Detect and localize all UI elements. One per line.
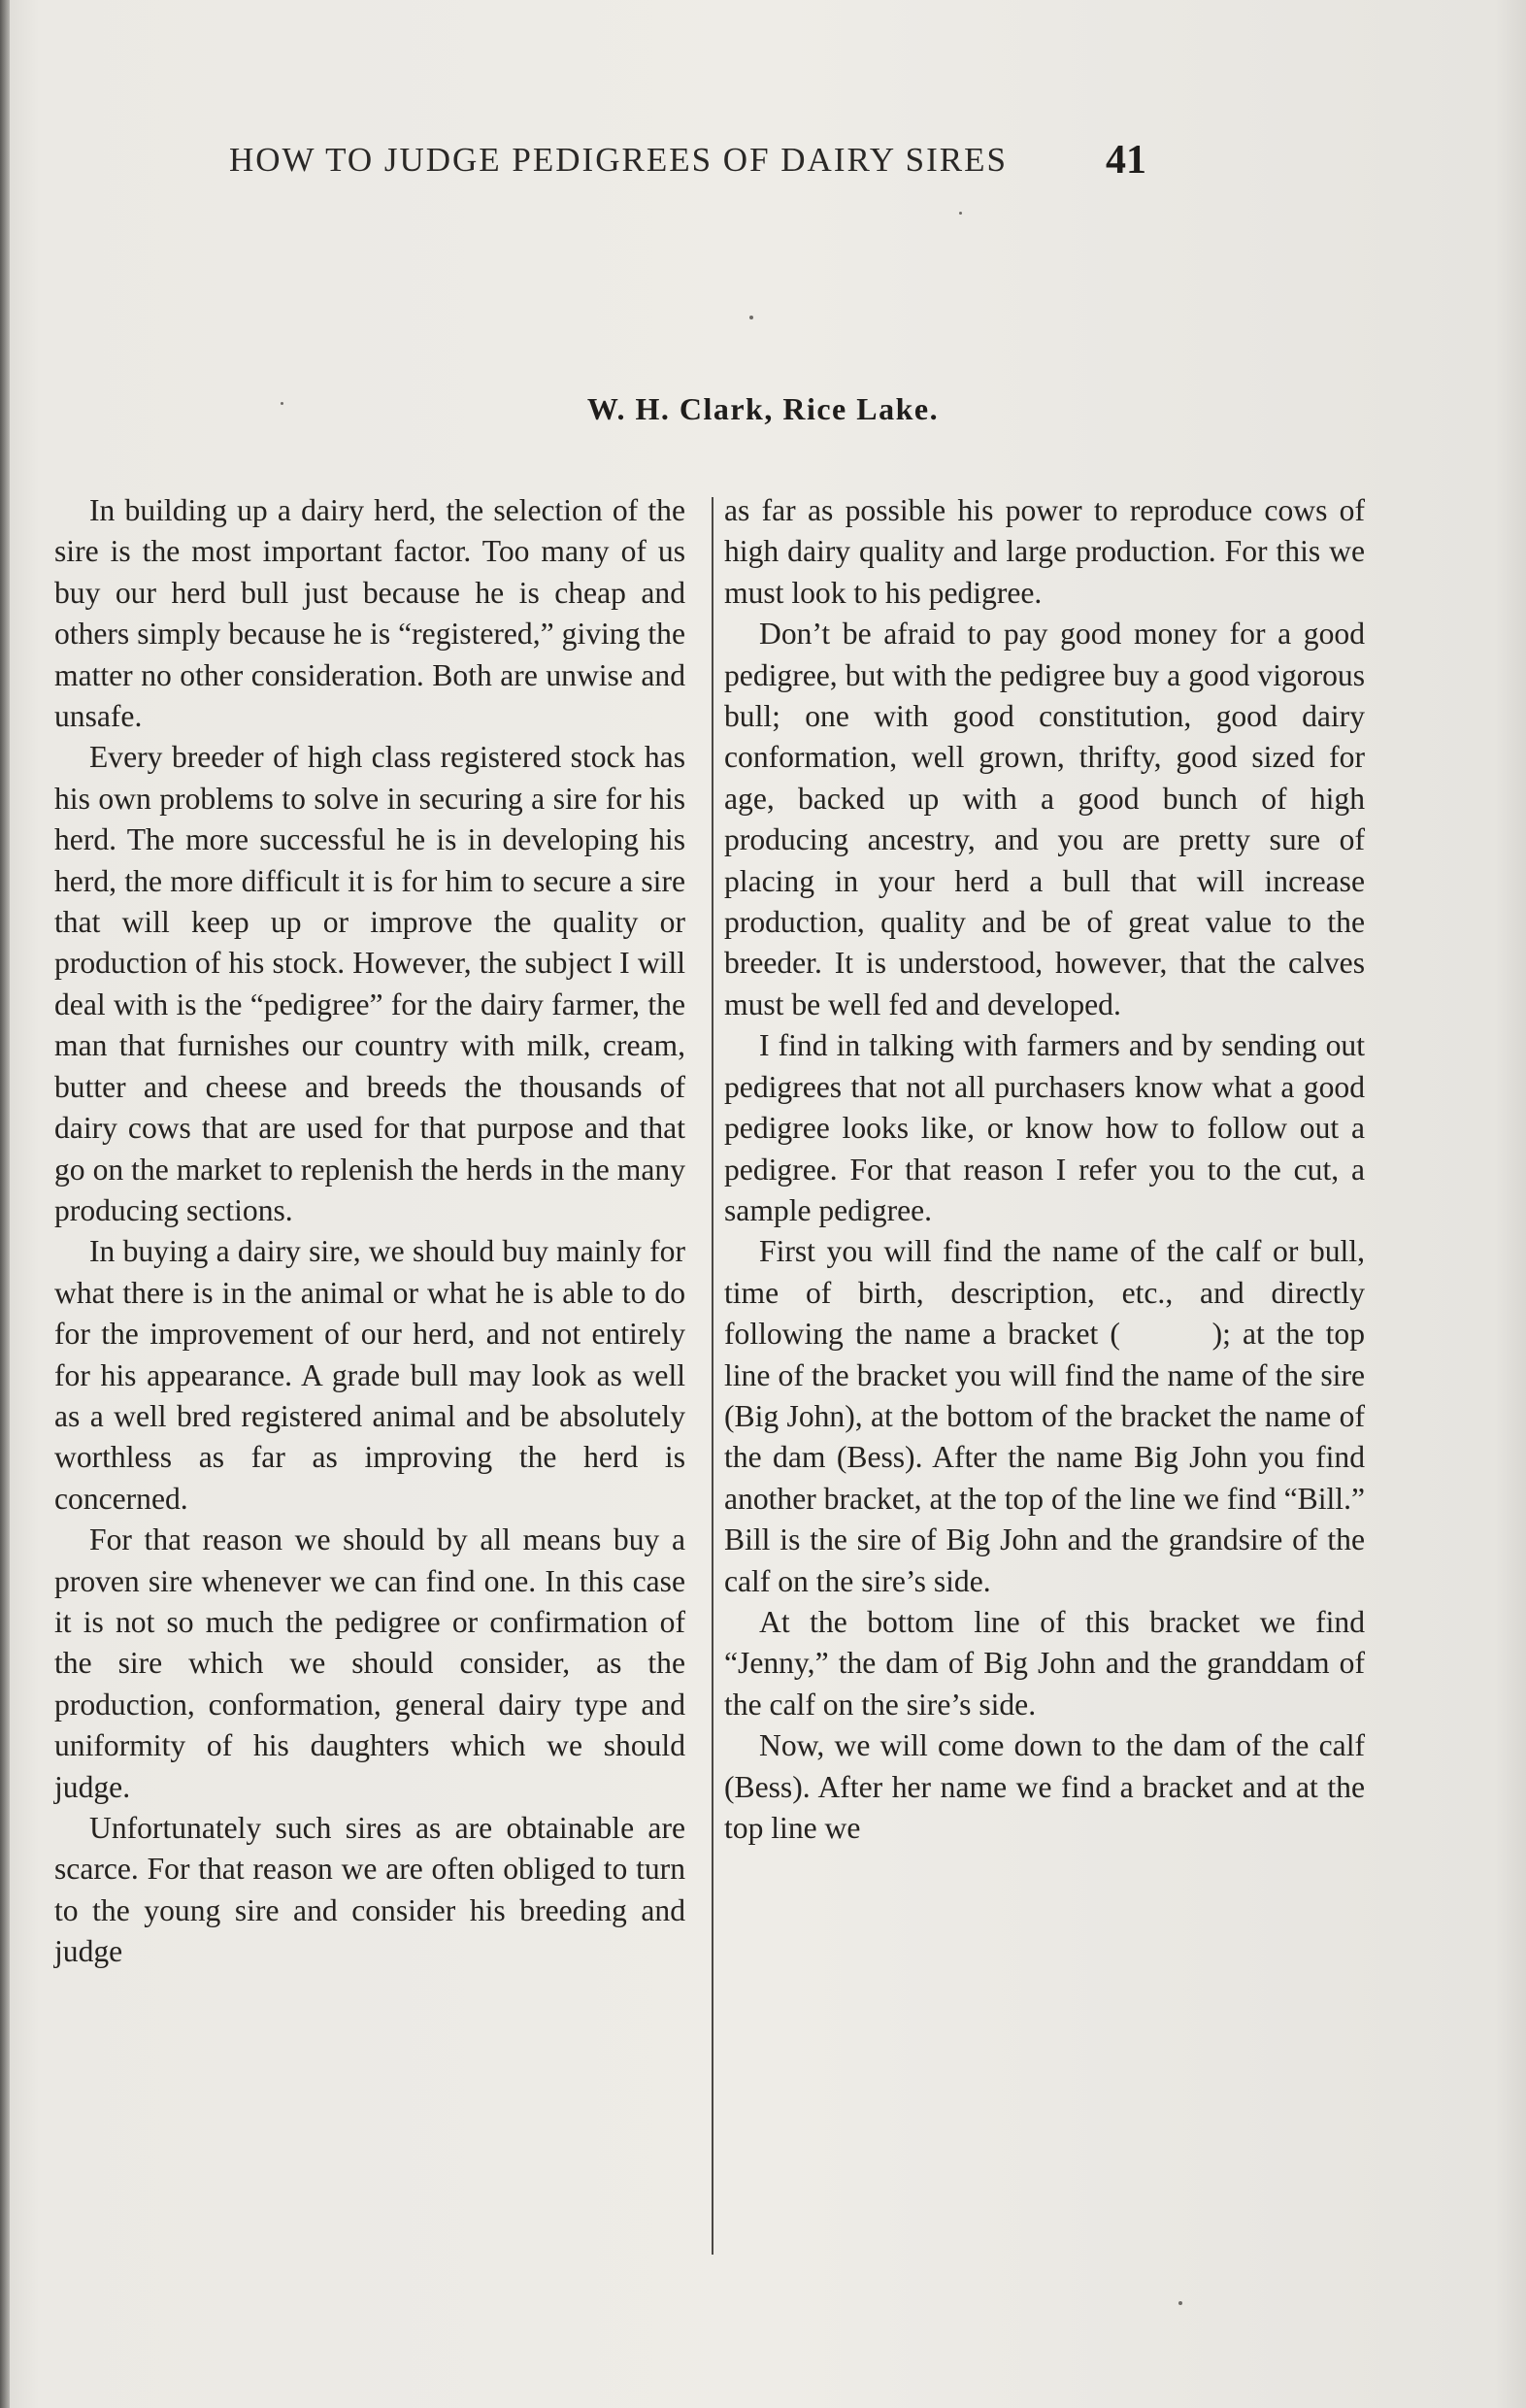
- paragraph: First you will find the name of the calf or bull, time of birth, description, etc., and directly following the name a bracket ( ); at the top line of the bracket you will find the name of the sire (Big John), at the bottom of the bracket the name of the dam (Bess). After the name Big John you find another bracket, at the top of the line we find “Bill.” Bill is the sire of Big John and the grandsire of the calf on the sire’s side.: [724, 1234, 1365, 1598]
- paragraph: Don’t be afraid to pay good money for a good pedigree, but with the pedigree buy a good vigorous bull; one with good constitution, good dairy conformation, well grown, thrifty, good sized for age, backed up with a good bunch of high producing ancestry, and you are pretty sure of placing in your herd a bull that will increase production, quality and be of great value to the breeder. It is understood, however, that the calves must be well fed and developed.: [724, 617, 1365, 1021]
- print-speck: [749, 316, 753, 319]
- paragraph: In building up a dairy herd, the selection of the sire is the most important factor. Too many of us buy our herd bull just because he is cheap and others simply because he is “registered,” giving the matter no other consideration. Both are unwise and unsafe.: [54, 493, 685, 734]
- paragraph: At the bottom line of this bracket we find “Jenny,” the dam of Big John and the granddam of the calf on the sire’s side.: [724, 1604, 1365, 1722]
- page-number: 41: [1106, 138, 1146, 183]
- column-divider: [712, 497, 713, 2255]
- print-speck: [959, 212, 962, 215]
- paragraph-continuation: as far as possible his power to reproduce cows of high dairy quality and large production. For this we must look to his pedigree.: [724, 493, 1365, 610]
- running-head: [229, 138, 1146, 195]
- print-speck: [281, 402, 283, 405]
- left-column: [54, 490, 685, 1973]
- paragraph: I find in talking with farmers and by sending out pedigrees that not all purchasers know what a good pedigree looks like, or know how to follow out a pedigree. For that reason I refer you to the cut, a sample pedigree.: [724, 1028, 1365, 1227]
- running-title: HOW TO JUDGE PEDIGREES OF DAIRY SIRES: [229, 141, 1008, 179]
- paragraph: For that reason we should by all means buy a proven sire whenever we can find one. In this case it is not so much the pedigree or confirmation of the sire which we should consider, as the production, conformation, general dairy type and uniformity of his daughters which we should judge.: [54, 1522, 685, 1804]
- paragraph: Now, we will come down to the dam of the calf (Bess). After her name we find a bracket and at the top line we: [724, 1728, 1365, 1845]
- right-column: [724, 490, 1365, 1849]
- print-speck: [1178, 2301, 1182, 2305]
- page-binding-edge: [0, 0, 10, 2408]
- author-byline: W. H. Clark, Rice Lake.: [586, 391, 940, 426]
- paragraph: Unfortunately such sires as are obtainable are scarce. For that reason we are often obliged to turn to the young sire and consider his breeding and judge: [54, 1811, 685, 1969]
- paragraph: In buying a dairy sire, we should buy mainly for what there is in the animal or what he is able to do for the improvement of our herd, and not entirely for his appearance. A grade bull may look as well as a well bred registered animal and be absolutely worthless as far as improving the herd is concerned.: [54, 1234, 685, 1516]
- paragraph: Every breeder of high class registered stock has his own problems to solve in securing a sire for his herd. The more successful he is in developing his herd, the more difficult it is for him to secure a sire that will keep up or improve the quality or production of his stock. However, the subject I will deal with is the “pedigree” for the dairy farmer, the man that furnishes our country with milk, cream, butter and cheese and breeds the thousands of dairy cows that are used for that purpose and that go on the market to replenish the herds in the many producing sections.: [54, 740, 685, 1227]
